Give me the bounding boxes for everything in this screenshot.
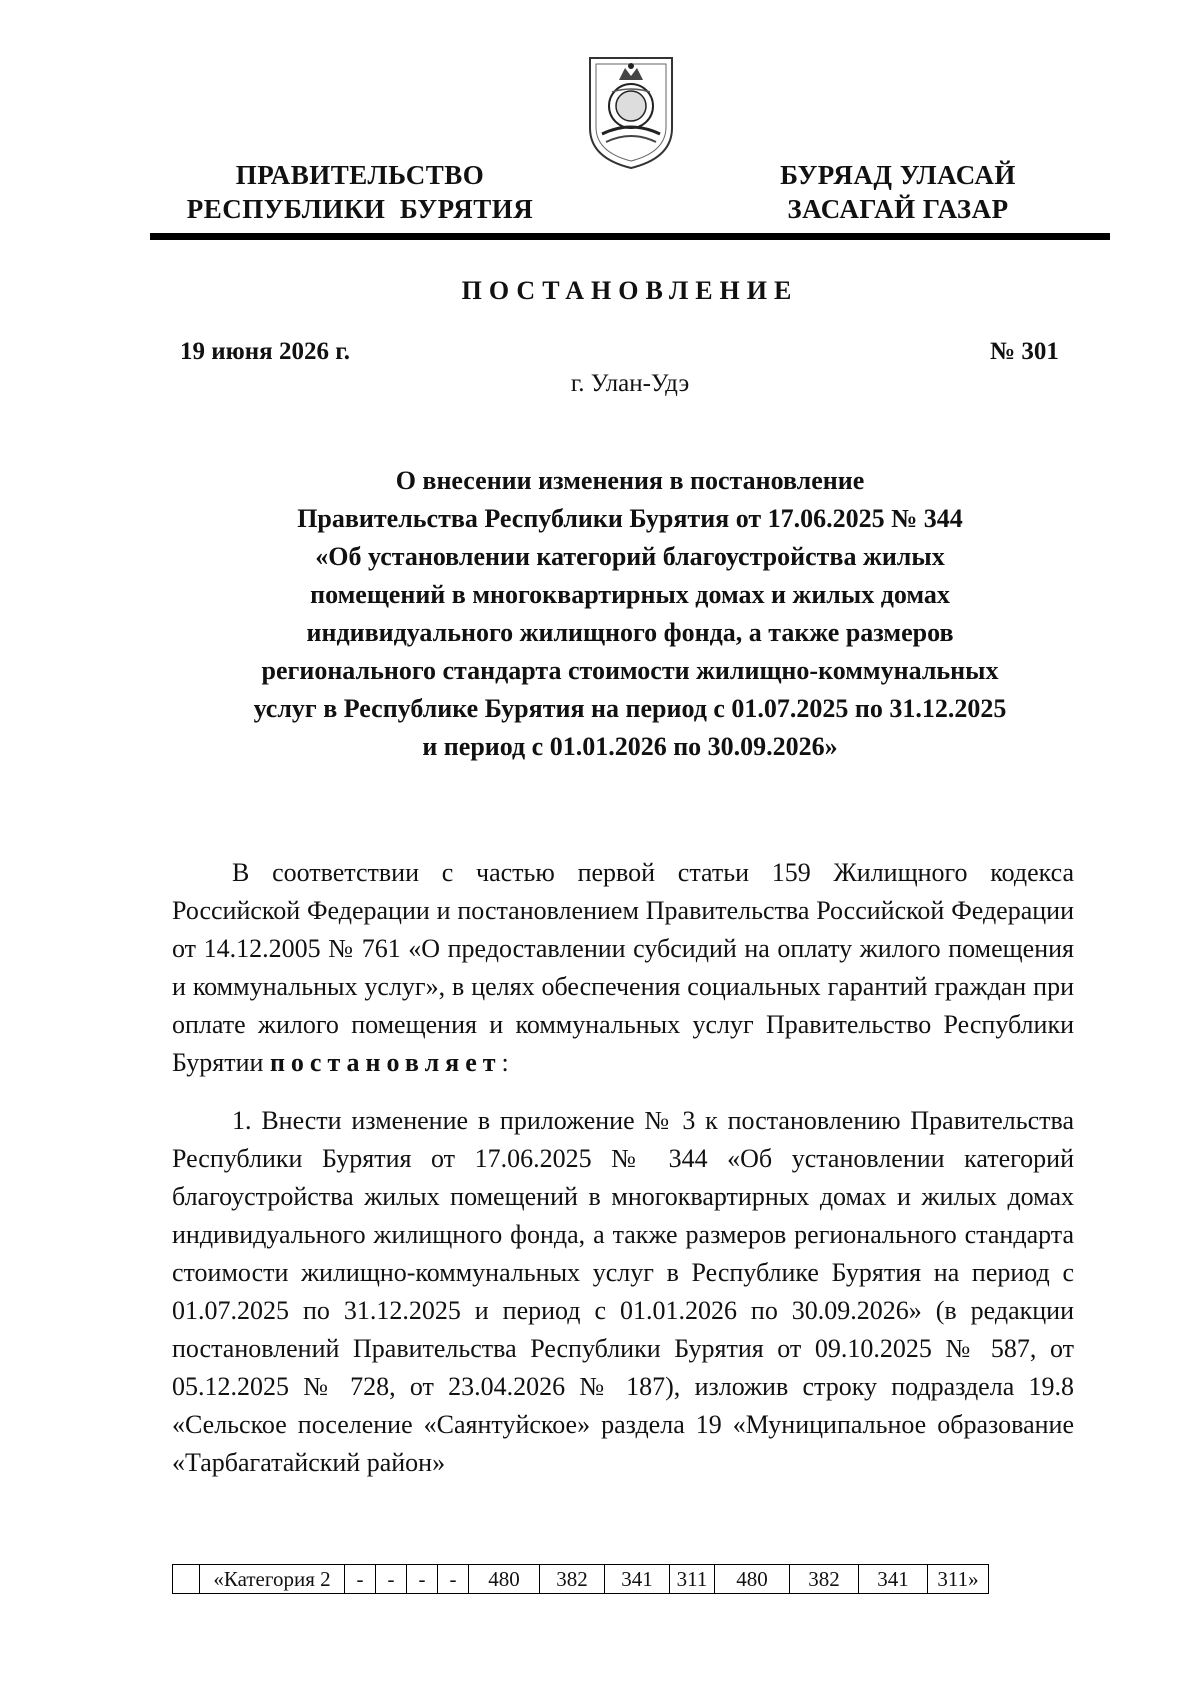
decree-verb: постановляет bbox=[269, 1048, 502, 1077]
subject-line: и период с 01.01.2026 по 30.09.2026» bbox=[422, 732, 838, 761]
document-number: № 301 bbox=[990, 338, 1059, 365]
table-cell bbox=[173, 1565, 200, 1594]
table-row bbox=[173, 1565, 989, 1594]
table-cell: 341 bbox=[605, 1565, 670, 1594]
amended-row-table bbox=[172, 1564, 989, 1594]
table-cell: - bbox=[438, 1565, 469, 1594]
table-cell: «Категория 2 bbox=[200, 1565, 345, 1594]
document-city: г. Улан-Удэ bbox=[570, 370, 690, 397]
subject-line: индивидуального жилищного фонда, а также размеров bbox=[306, 618, 954, 647]
table-cell: - bbox=[407, 1565, 438, 1594]
header-right bbox=[738, 158, 1058, 226]
subject-line: Правительства Республики Бурятия от 17.06.2025 № 344 bbox=[297, 504, 963, 533]
table-cell: 382 bbox=[540, 1565, 605, 1594]
table-cell: 341 bbox=[859, 1565, 928, 1594]
preamble-end: : bbox=[501, 1048, 509, 1077]
subject-line: услуг в Республике Бурятия на период с 01.07.2025 по 31.12.2025 bbox=[253, 694, 1007, 723]
coat-of-arms-icon bbox=[582, 50, 680, 172]
subject-line: помещений в многоквартирных домах и жилых домах bbox=[310, 580, 950, 609]
table-cell: - bbox=[345, 1565, 376, 1594]
document-type-title: ПОСТАНОВЛЕНИЕ bbox=[461, 276, 799, 305]
subject-line: «Об установлении категорий благоустройства жилых bbox=[315, 542, 945, 571]
table-cell: 311» bbox=[928, 1565, 989, 1594]
subject-line: О внесении изменения в постановление bbox=[395, 466, 865, 495]
preamble-text: В соответствии с частью первой статьи 159 Жилищного кодекса Российской Федерации и постановлением Правительства Российской Федерации от 14.12.2005 № 761 «О предоставлении субсидий на оплату жилого помещения и коммунальных услуг», в целях обеспечения социальных гарантий граждан при оплате жилого помещения и коммунальных услуг Правительство Республики Бурятии bbox=[172, 858, 1074, 1077]
header-right-line2: ЗАСАГАЙ ГАЗАР bbox=[787, 194, 1009, 224]
header-left-line2: РЕСПУБЛИКИ БУРЯТИЯ bbox=[186, 194, 534, 224]
subject-line: регионального стандарта стоимости жилищно-коммунальных bbox=[261, 656, 999, 685]
table-cell: - bbox=[376, 1565, 407, 1594]
preamble-paragraph bbox=[172, 854, 1074, 1082]
header-left bbox=[150, 158, 570, 226]
table-cell: 382 bbox=[790, 1565, 859, 1594]
clause-1-paragraph: 1. Внести изменение в приложение № 3 к постановлению Правительства Республики Бурятия от 17.06.2025 № 344 «Об установлении категорий благоустройства жилых помещений в многоквартирных домах и жилых домах индивидуального жилищного фонда, а также размеров регионального стандарта стоимости жилищно-коммунальных услуг в Республике Бурятия на период с 01.07.2025 по 31.12.2025 и период с 01.01.2026 по 30.09.2026» (в редакции постановлений Правительства Республики Бурятия от 09.10.2025 № 587, от 05.12.2025 № 728, от 23.04.2026 № 187), изложив строку подраздела 19.8 «Сельское поселение «Саянтуйское» раздела 19 «Муниципальное образование «Тарбагатайский район» bbox=[172, 1106, 1074, 1477]
header-left-line1: ПРАВИТЕЛЬСТВО bbox=[235, 160, 485, 190]
header-right-line1: БУРЯАД УЛАСАЙ bbox=[780, 160, 1016, 190]
table-cell: 480 bbox=[715, 1565, 790, 1594]
document-subject bbox=[180, 462, 1080, 766]
table-cell: 480 bbox=[469, 1565, 540, 1594]
document-date: 19 июня 2026 г. bbox=[180, 338, 350, 365]
table-cell: 311 bbox=[670, 1565, 715, 1594]
header-divider bbox=[150, 233, 1110, 240]
